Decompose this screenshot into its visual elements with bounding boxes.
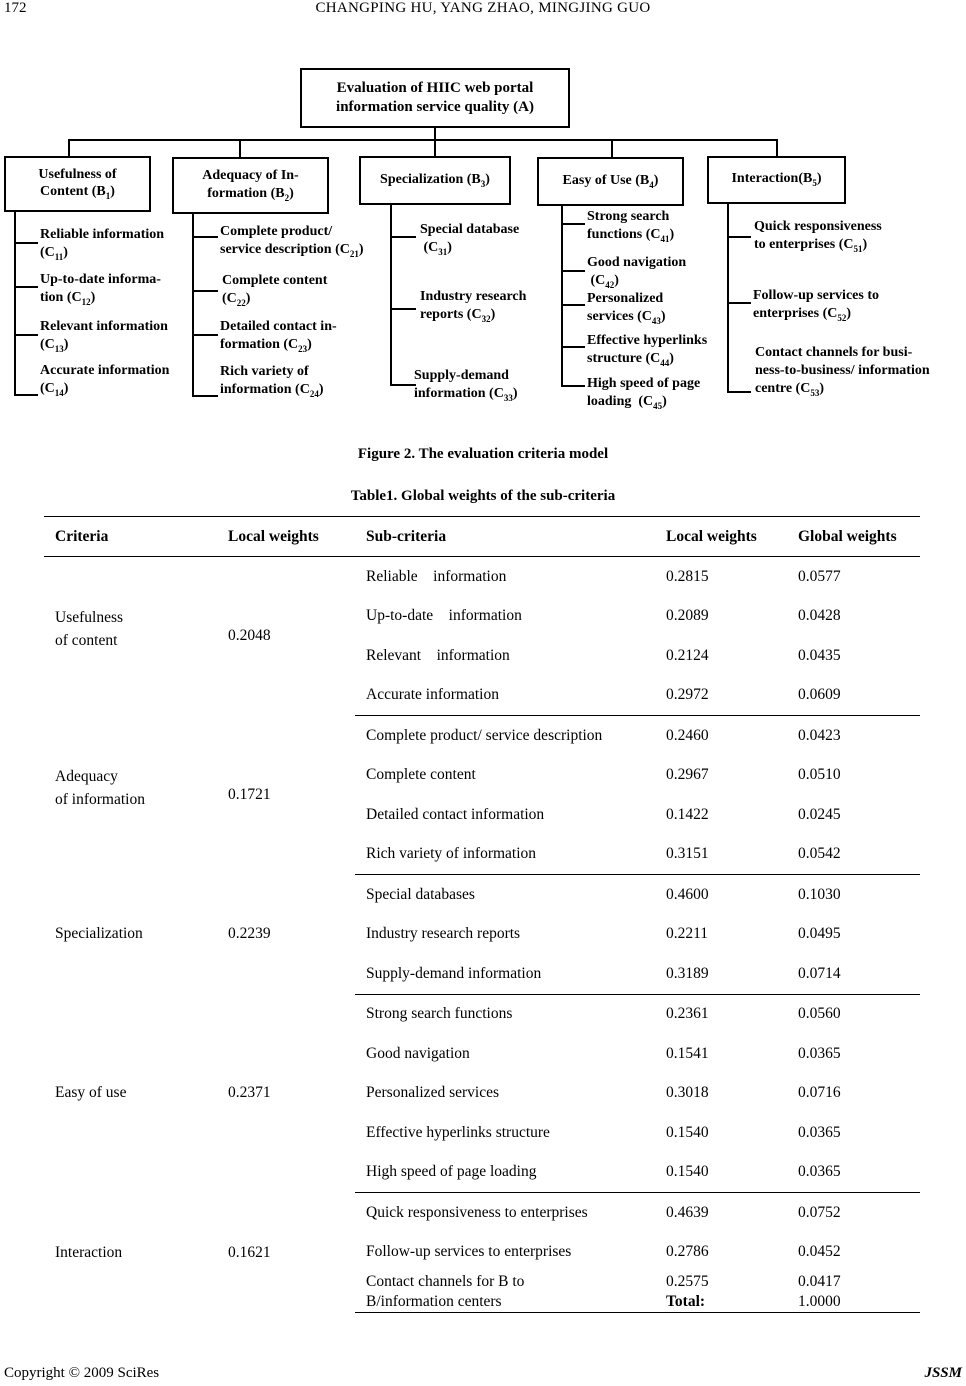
sub-local-weight: 0.2786 xyxy=(666,1243,709,1261)
global-weight: 0.0560 xyxy=(798,1005,841,1023)
subcriteria-cell: Detailed contact information xyxy=(366,805,545,823)
global-weight: 0.0423 xyxy=(798,726,841,744)
criteria-group-adequacy xyxy=(44,716,920,875)
criterion-node-b2: Adequacy of In- formation $(B_2)$ xyxy=(172,157,329,214)
criteria-local-weight: 0.2239 xyxy=(228,925,271,943)
global-weight: 0.0609 xyxy=(787,676,920,716)
sub-local-weight: 0.2089 xyxy=(666,607,709,625)
table-row xyxy=(44,1193,920,1233)
global-weight: 0.0365 xyxy=(787,1153,920,1193)
table-header-row xyxy=(44,517,920,557)
copyright: Copyright © 2009 SciRes xyxy=(4,1365,160,1381)
subcriteria-cell: Quick responsiveness to enterprises xyxy=(366,1203,588,1221)
global-weight: 0.0542 xyxy=(787,835,920,875)
sub-local-weight: 0.2361 xyxy=(666,1005,709,1023)
global-weight: 0.0577 xyxy=(798,567,841,585)
criterion-node-b3: Specialization $(B_3)$ xyxy=(359,156,511,205)
leaf-c42: Good navigation $(C_{42})$ xyxy=(587,255,687,290)
criteria-local-weight: 0.1721 xyxy=(228,786,271,803)
criteria-cell: Usefulness of content xyxy=(55,609,124,650)
running-header: CHANGPING HU, YANG ZHAO, MINGJING GUO xyxy=(315,0,651,16)
global-weight: 0.0365 xyxy=(798,1123,841,1141)
leaf-c22: Complete content $(C_{22})$ xyxy=(222,273,328,308)
global-weight-with-total xyxy=(787,1272,920,1313)
sub-local-weight: 0.1540 xyxy=(666,1123,709,1141)
global-weight: 0.0245 xyxy=(798,805,841,823)
criterion-node-b5: $Interaction(B_5)$ xyxy=(707,156,846,204)
leaf-c32: Industry research reports $(C_{32})$ xyxy=(420,289,527,324)
table-row xyxy=(44,716,920,756)
sub-local-weight: 0.4639 xyxy=(666,1203,709,1221)
leaf-c13: Relevant information $(C_{13})$ xyxy=(40,319,168,354)
leaf-c41: Strong search functions $(C_{41})$ xyxy=(587,209,675,244)
subcriteria-cell: Complete content xyxy=(366,766,476,784)
criteria-group-interaction xyxy=(44,1193,920,1313)
leaf-c43: Personalized services $(C_{43})$ xyxy=(587,291,666,326)
column-header: Global weights xyxy=(787,517,920,557)
table-row xyxy=(44,875,920,915)
subcriteria-cell: Good navigation xyxy=(366,1044,470,1062)
total-value: 1.0000 xyxy=(798,1293,841,1311)
leaf-c11: Reliable information $(C_{11})$ xyxy=(40,227,165,262)
sub-local-weight: 0.4600 xyxy=(666,885,709,903)
criteria-group-easy-of-use xyxy=(44,994,920,1193)
criterion-node-b4: Easy of Use $(B_4)$ xyxy=(537,157,684,206)
criteria-group-usefulness xyxy=(44,557,920,716)
sub-local-weight: 0.1422 xyxy=(666,805,709,823)
criteria-cell: Interaction xyxy=(55,1243,123,1261)
global-weight: 0.0510 xyxy=(798,766,841,784)
subcriteria-cell: Follow-up services to enterprises xyxy=(366,1243,572,1261)
journal-name: JSSM xyxy=(924,1365,962,1381)
column-header: Criteria xyxy=(44,517,217,557)
leaf-c31: Special database $(C_{31})$ xyxy=(420,222,520,257)
sub-local-weight: 0.2460 xyxy=(666,726,709,744)
figure-caption: Figure 2. The evaluation criteria model xyxy=(357,446,609,462)
subcriteria-cell: Contact channels for B to B/information centers xyxy=(355,1272,655,1313)
global-weight: 0.0495 xyxy=(798,925,841,943)
leaf-c51: Quick responsiveness to enterprises $(C_{51})$ xyxy=(754,219,882,254)
sub-local-weight: 0.3018 xyxy=(666,1084,709,1102)
criteria-local-weight: 0.2371 xyxy=(228,1084,271,1102)
global-weight: 0.0417 xyxy=(798,1273,841,1290)
subcriteria-cell: Complete product/ service description xyxy=(366,726,603,744)
sub-local-weight: 0.2575 xyxy=(666,1273,709,1290)
global-weights-table xyxy=(44,516,920,1313)
global-weight: 0.0752 xyxy=(798,1203,841,1221)
page-number: 172 xyxy=(4,0,27,16)
global-weight: 0.0716 xyxy=(798,1084,841,1102)
subcriteria-cell: Up-to-date information xyxy=(366,607,522,625)
leaf-c53: Contact channels for busi- ness-to-business/ information centre $(C_{53})$ xyxy=(755,345,930,399)
sub-local-weight: 0.2124 xyxy=(666,646,709,664)
leaf-c12: Up-to-date informa- tion $(C_{12})$ xyxy=(40,272,161,307)
sub-local-weight: 0.1541 xyxy=(666,1044,709,1062)
leaf-c23: Detailed contact in- formation $(C_{23})$ xyxy=(220,319,337,354)
leaf-c45: High speed of page loading $(C_{45})$ xyxy=(587,376,701,411)
root-node: Evaluation of HIIC web portal information service quality (A) xyxy=(300,68,570,128)
criterion-node-b1: Usefulness of Content $(B_1)$ xyxy=(4,156,151,212)
table-row xyxy=(44,994,920,1034)
subcriteria-cell: Reliable information xyxy=(366,567,507,585)
subcriteria-cell: Personalized services xyxy=(366,1084,499,1102)
subcriteria-cell: Accurate information xyxy=(355,676,655,716)
criteria-local-weight: 0.2048 xyxy=(228,627,271,645)
sub-local-weight: 0.3151 xyxy=(655,835,787,875)
criteria-cell: Specialization xyxy=(55,925,143,943)
criteria-cell: Adequacy of information xyxy=(55,767,145,808)
global-weight: 0.0452 xyxy=(798,1243,841,1261)
global-weight: 0.0365 xyxy=(798,1044,841,1062)
subcriteria-cell: Rich variety of information xyxy=(355,835,655,875)
sub-local-weight: 0.1540 xyxy=(655,1153,787,1193)
leaf-c33: Supply-demand information $(C_{33})$ xyxy=(414,368,518,403)
leaf-c21: Complete product/ service description $(C_{21})$ xyxy=(220,224,364,259)
global-weight: 0.0714 xyxy=(787,954,920,994)
sub-local-weight-with-total xyxy=(655,1272,787,1313)
subcriteria-cell: Supply-demand information xyxy=(355,954,655,994)
column-header: Local weights xyxy=(655,517,787,557)
subcriteria-cell: Strong search functions xyxy=(366,1005,513,1023)
sub-local-weight: 0.3189 xyxy=(655,954,787,994)
total-label: Total: xyxy=(666,1293,706,1311)
table-caption: Table1. Global weights of the sub-criteria xyxy=(350,488,616,504)
criteria-cell: Easy of use xyxy=(55,1084,127,1102)
subcriteria-cell: Special databases xyxy=(366,885,475,903)
leaf-c44: Effective hyperlinks structure $(C_{44})$ xyxy=(587,333,708,368)
sub-local-weight: 0.2972 xyxy=(655,676,787,716)
leaf-c24: Rich variety of information $(C_{24})$ xyxy=(220,364,324,399)
sub-local-weight: 0.2815 xyxy=(666,567,709,585)
sub-local-weight: 0.2211 xyxy=(666,925,709,943)
global-weight: 0.1030 xyxy=(798,885,841,903)
subcriteria-cell: High speed of page loading xyxy=(355,1153,655,1193)
criteria-local-weight: 0.1621 xyxy=(228,1243,271,1261)
leaf-c14: Accurate information $(C_{14})$ xyxy=(40,363,170,398)
global-weight: 0.0435 xyxy=(798,646,841,664)
column-header: Sub-criteria xyxy=(355,517,655,557)
subcriteria-cell: Relevant information xyxy=(366,646,510,664)
subcriteria-cell: Industry research reports xyxy=(366,925,521,943)
criteria-group-specialization xyxy=(44,875,920,995)
subcriteria-cell: Effective hyperlinks structure xyxy=(366,1123,550,1141)
table-row xyxy=(44,557,920,597)
sub-local-weight: 0.2967 xyxy=(666,766,709,784)
leaf-c52: Follow-up services to enterprises $(C_{52})$ xyxy=(753,288,879,323)
column-header: Local weights xyxy=(217,517,355,557)
global-weight: 0.0428 xyxy=(798,607,841,625)
